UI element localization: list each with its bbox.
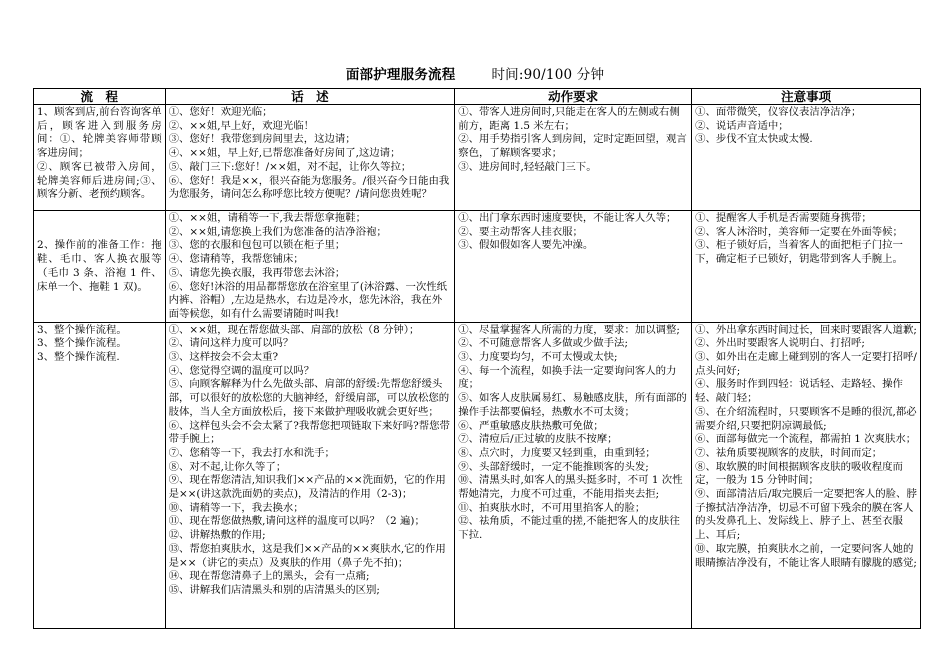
speech-line: ①、您好！欢迎光临； xyxy=(168,106,273,118)
action-line: ②、要主动帮客人挂衣服； xyxy=(458,225,583,238)
speech-line: ①、××姐，请稍等一下,我去帮您拿拖鞋； xyxy=(168,212,366,224)
action-line: ③、进房间时,轻轻敲门三下。 xyxy=(458,160,597,173)
action-line: ①、尽量掌握客人所需的力度，要求：加以调整; xyxy=(458,323,680,336)
notes-line: ①、面带微笑，仪容仪表洁净洁净； xyxy=(695,106,862,118)
process-line: ②、顾客已被带入房间，轮牌美容师后进房间;③、顾客分新、老预约顾客。 xyxy=(37,160,162,201)
speech-line: ⑤、请您先换衣服，我再带您去沐浴； xyxy=(168,266,346,279)
speech-line: ②、××姐,请您换上我们为您准备的洁净浴袍； xyxy=(168,225,387,238)
speech-line: ⑥、这样包头会不会太紧了?我帮您把项链取下来好吗?帮您带带手腕上； xyxy=(168,419,450,446)
notes-line: ①、提醒客人手机是否需要随身携带； xyxy=(695,212,872,224)
process-cell xyxy=(34,105,166,211)
action-line: ⑫、祛角质，不能过重的搓,不能把客人的皮肤往下拉. xyxy=(458,515,680,542)
action-line: ②、不可随意帮客人多做或少做手法; xyxy=(458,337,628,350)
speech-line: ③、您好！我带您到房间里去，这边请； xyxy=(168,133,356,146)
speech-line: ④、××姐，早上好,已帮您准备好房间了,这边请； xyxy=(168,147,401,160)
process-cell xyxy=(34,322,166,628)
action-line: ③、假如假如客人要先冲澡。 xyxy=(458,239,594,252)
notes-cell xyxy=(692,322,921,628)
process-line: 2、操作前的准备工作：拖鞋、毛巾、客人换衣服等（毛巾 3 条、浴袍 1 件、床单一个、拖鞋 1 双)。 xyxy=(37,239,162,293)
notes-line: ⑨、面部清洁后/取完膜后一定要把客人的脸、脖子擦拭洁净洁净，切忌不可留下残余的膜在客人的头发鼻孔上、发际线上、脖子上、甚至衣服上、耳后; xyxy=(695,488,917,542)
process-line: 1、顾客到店,前台咨询客单后，顾客进入到服务房间：①、轮牌美容师带顾客进房间； xyxy=(37,106,162,160)
action-line: ⑥、严重敏感皮肤热敷可免做； xyxy=(458,419,604,432)
speech-line: ③、您的衣服和包包可以锁在柜子里； xyxy=(168,239,346,252)
document-title: 面部护理服务流程 xyxy=(345,67,456,83)
speech-line: ⑥、您好！我是××，很兴奋能为您服务。/很兴奋今日能由我为您服务，请问怎么称呼您比较方便呢？/请问您贵姓呢？ xyxy=(168,174,450,201)
process-cell xyxy=(34,211,166,323)
table-row xyxy=(34,105,921,211)
speech-line: ⑤、向顾客解释为什么先做头部、肩部的舒缓:先帮您舒缓头部，可以很好的放松您的大脑神经，舒缓肩部，可以放松您的肢体，当人全方面放松后，接下来做护理吸收就会更好些； xyxy=(168,378,450,418)
action-line: ②、用手势指引客人到房间，定时定距回望，观言察色，了解顾客要求； xyxy=(458,133,687,160)
action-line: ①、带客人进房间时,只能走在客人的左侧或右侧前方，距离 1.5 米左右； xyxy=(458,106,680,132)
service-process-table xyxy=(33,88,921,629)
notes-line: ③、如外出在走廊上碰到别的客人一定要打招呼/点头问好; xyxy=(695,351,917,377)
speech-line: ⑩、请稍等一下，我去换水； xyxy=(168,501,304,514)
notes-line: ③、步伐不宜太快或太慢. xyxy=(695,133,813,146)
speech-line: ⑬、帮您拍爽肤水，这是我们××产品的××爽肤水,它的作用是××（讲它的卖点）及爽肤的作用（鼻子先不拍)； xyxy=(168,542,446,569)
speech-cell xyxy=(165,211,455,323)
speech-line: ⑥、您好!沐浴的用品都帮您放在浴室里了(沐浴露、一次性纸内裤、浴帽）,左边是热水，右边是冷水，您先沐浴，我在外面等候您，如有什么需要请随时叫我! xyxy=(168,280,448,320)
speech-line: ⑫、讲解热敷的作用; xyxy=(168,529,266,542)
table-row xyxy=(34,211,921,323)
speech-line: ⑨、现在帮您清洁,知识我们××产品的××洗面奶，它的作用是××(讲这款洗面奶的卖点)，及清洁的作用（2-3)； xyxy=(168,474,446,501)
header-process: 流 程 xyxy=(34,89,166,105)
speech-line: ⑦、您稍等一下，我去打水和洗手； xyxy=(168,446,335,459)
process-line: 3、整个操作流程. xyxy=(37,351,120,364)
notes-line: ②、外出时要跟客人说明白、打招呼; xyxy=(695,337,865,350)
action-line: ⑧、点穴时，力度要又轻到重，由重到轻； xyxy=(458,446,656,459)
speech-line: ⑪、现在帮您做热敷,请问这样的温度可以吗？（2 遍)； xyxy=(168,515,425,528)
notes-line: ⑩、取完膜，拍爽肤水之前，一定要问客人她的眼睛擦洁净没有，不能让客人眼睛有朦胧的感觉; xyxy=(695,542,917,569)
notes-line: ②、客人沐浴时，美容师一定要在外面等候； xyxy=(695,225,903,238)
speech-line: ⑤、敲门三下:您好！/××姐，对不起，让你久等拉； xyxy=(168,160,412,173)
speech-line: ②、请问这样力度可以吗？ xyxy=(168,337,294,350)
action-line: ④、每一个流程，如换手法一定要询问客人的力度； xyxy=(458,364,677,391)
speech-line: ④、您请稍等，我帮您铺床； xyxy=(168,253,304,266)
notes-line: ①、外出拿东西时间过长，回来时要跟客人道歉; xyxy=(695,323,917,336)
action-cell xyxy=(455,211,692,323)
notes-line: ③、柜子锁好后，当着客人的面把柜子门拉一下，确定柜子已锁好，钥匙带到客人手腕上。 xyxy=(695,239,903,266)
table-row xyxy=(34,322,921,628)
speech-line: ⑮、讲解我们店清黑头和别的店清黑头的区别; xyxy=(168,583,380,596)
action-line: ⑪、拍爽肤水时，不可用里掐客人的脸； xyxy=(458,501,646,514)
action-line: ⑨、头部舒缓时，一定不能推顾客的头发; xyxy=(458,460,649,473)
action-cell xyxy=(455,322,692,628)
header-speech: 话 述 xyxy=(165,89,455,105)
action-line: ⑩、清黑头时,如客人的黑头挺多时，不可 1 次性帮她清完，力度不可过重，不能用指夹去拒; xyxy=(458,474,683,501)
service-time: 时间:90/100 分钟 xyxy=(491,67,605,83)
notes-line: ⑧、取软膜的时间根据顾客皮肤的吸收程度而定，一般为 15 分钟时间； xyxy=(695,460,903,487)
speech-line: ③、这样按会不会太重? xyxy=(168,351,279,364)
process-line: 3、整个操作流程。 xyxy=(37,337,127,350)
notes-line: ⑦、祛角质要视顾客的皮肤，时间而定； xyxy=(695,446,883,459)
action-line: ③、力度要均匀，不可太慢或太快; xyxy=(458,351,618,364)
notes-line: ⑥、面部每做完一个流程，都需拍 1 次爽肤水； xyxy=(695,433,917,446)
speech-line: ④、您觉得空调的温度可以吗？ xyxy=(168,364,315,377)
speech-line: ②、××姐,早上好，欢迎光临！ xyxy=(168,119,315,132)
speech-cell xyxy=(165,322,455,628)
notes-line: ⑤、在介绍流程时，只要顾客不是睡的很沉,都必需要介绍,只要把阴凉调最低; xyxy=(695,405,917,432)
process-line: 3、整个操作流程。 xyxy=(37,323,127,336)
speech-line: ①、××姐，现在帮您做头部、肩部的放松（8 分钟）； xyxy=(168,323,420,336)
notes-line: ②、说话声音适中； xyxy=(695,119,789,132)
table-header-row xyxy=(34,89,921,105)
notes-cell xyxy=(692,105,921,211)
header-action: 动作要求 xyxy=(455,89,692,105)
action-line: ①、出门拿东西时速度要快，不能让客人久等； xyxy=(458,212,677,224)
action-cell xyxy=(455,105,692,211)
document-title-line xyxy=(0,66,950,84)
notes-cell xyxy=(692,211,921,323)
speech-line: ⑧、对不起,让你久等了； xyxy=(168,460,287,473)
speech-cell xyxy=(165,105,455,211)
action-line: ⑤、如客人皮肤属易红、易触感皮肤，所有面部的操作手法都要偏轻，热敷水不可太烫； xyxy=(458,392,687,418)
header-notes: 注意事项 xyxy=(692,89,921,105)
notes-line: ④、服务时作到四轻：说话轻、走路轻、操作轻、敲门轻； xyxy=(695,378,903,405)
speech-line: ⑭、现在帮您清鼻子上的黑头，会有一点痛; xyxy=(168,570,370,583)
action-line: ⑦、清痘后/正过敏的皮肤不按摩； xyxy=(458,433,618,446)
